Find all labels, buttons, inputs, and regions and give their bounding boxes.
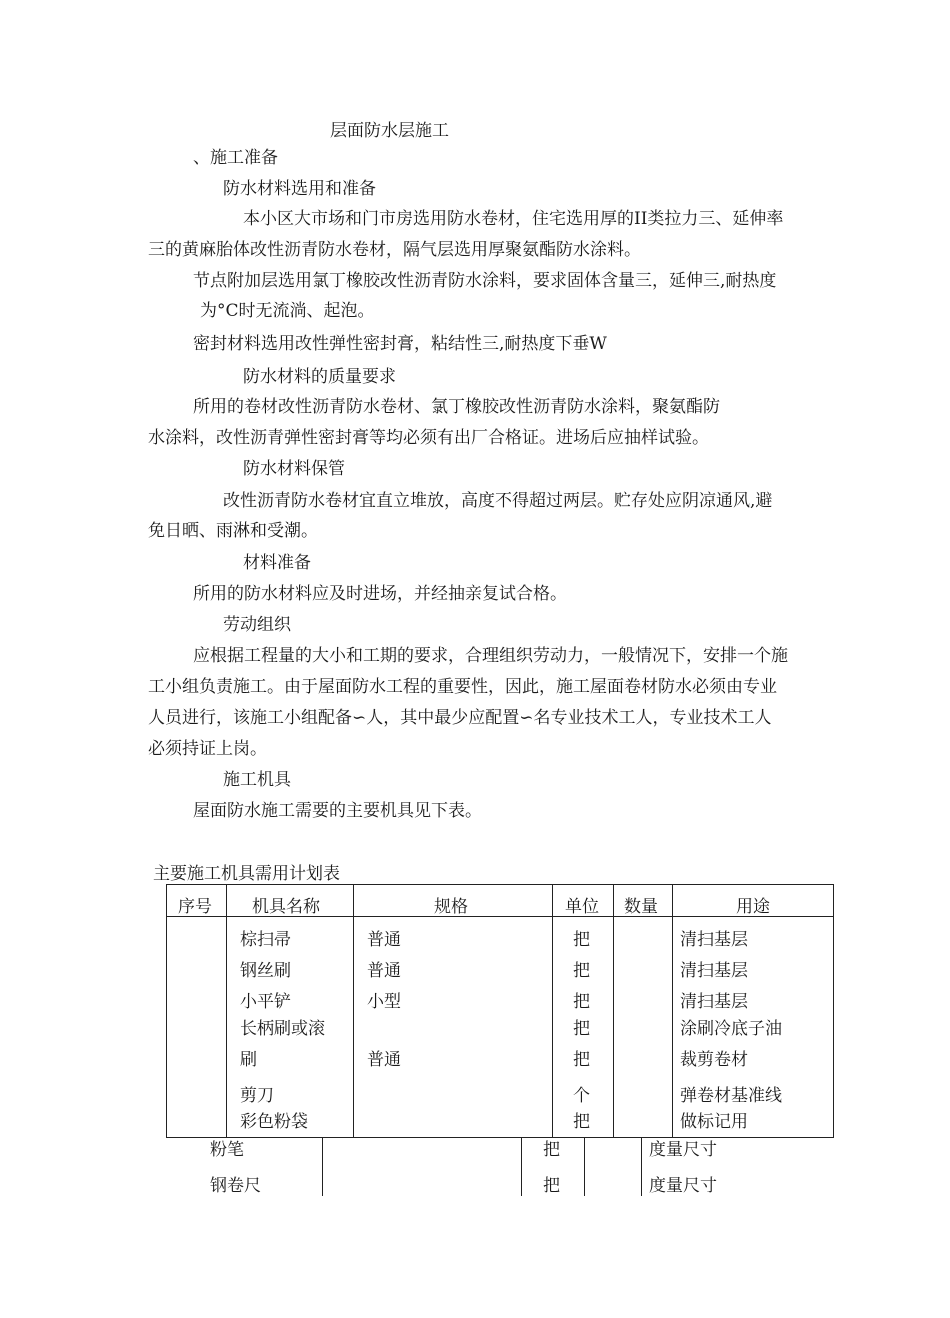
- cell-name: 彩色粉袋: [240, 1112, 308, 1132]
- header-qty: 数量: [624, 897, 658, 917]
- cell-unit: 把: [573, 992, 590, 1012]
- cell-name: 长柄刷或滚: [240, 1019, 325, 1039]
- cell-name: 钢丝刷: [240, 961, 291, 981]
- overflow-col-divider: [641, 1138, 642, 1196]
- header-no: 序号: [178, 897, 212, 917]
- paragraph-line: 必须持证上岗。: [148, 739, 267, 759]
- col-divider: [226, 884, 227, 1138]
- paragraph-line: 免日晒、雨淋和受潮。: [148, 521, 318, 541]
- paragraph-line: 节点附加层选用氯丁橡胶改性沥青防水涂料，要求固体含量三，延伸三,耐热度: [193, 271, 777, 291]
- table-right-border: [833, 884, 834, 1138]
- cell-use: 弹卷材基准线: [680, 1086, 782, 1106]
- paragraph-line: 屋面防水施工需要的主要机具见下表。: [193, 801, 482, 821]
- subsection-heading: 防水材料选用和准备: [223, 179, 376, 199]
- cell-unit: 把: [573, 1112, 590, 1132]
- paragraph-line: 三的黄麻胎体改性沥青防水卷材，隔气层选用厚聚氨酯防水涂料。: [148, 240, 641, 260]
- cell-spec: 普通: [367, 1050, 401, 1070]
- paragraph-line: 改性沥青防水卷材宜直立堆放，高度不得超过两层。贮存处应阴凉通风,避: [223, 491, 773, 511]
- page-title: 层面防水层施工: [330, 121, 449, 141]
- cell-unit: 个: [573, 1086, 590, 1106]
- cell-use: 做标记用: [680, 1112, 748, 1132]
- cell-use: 涂刷冷底子油: [680, 1019, 782, 1039]
- cell-unit: 把: [543, 1176, 560, 1196]
- cell-use: 度量尺寸: [649, 1176, 717, 1196]
- section-heading: 、施工准备: [193, 148, 278, 168]
- paragraph-line: 应根据工程量的大小和工期的要求，合理组织劳动力，一般情况下，安排一个施: [193, 646, 788, 666]
- cell-unit: 把: [543, 1140, 560, 1160]
- header-unit: 单位: [565, 897, 599, 917]
- subsection-heading: 材料准备: [243, 553, 311, 573]
- cell-name: 小平铲: [240, 992, 291, 1012]
- cell-spec: 小型: [367, 992, 401, 1012]
- cell-use: 裁剪卷材: [680, 1050, 748, 1070]
- cell-name: 棕扫帚: [240, 930, 291, 950]
- subsection-heading: 防水材料保管: [243, 459, 345, 479]
- subsection-heading: 劳动组织: [223, 615, 291, 635]
- cell-use: 度量尺寸: [649, 1140, 717, 1160]
- cell-name: 钢卷尺: [210, 1176, 261, 1196]
- cell-spec: 普通: [367, 961, 401, 981]
- cell-use: 清扫基层: [680, 992, 748, 1012]
- col-divider: [353, 884, 354, 1138]
- paragraph-line: 所用的卷材改性沥青防水卷材、氯丁橡胶改性沥青防水涂料，聚氨酯防: [193, 397, 720, 417]
- cell-unit: 把: [573, 961, 590, 981]
- header-name: 机具名称: [252, 897, 320, 917]
- paragraph-line: 工小组负责施工。由于屋面防水工程的重要性，因此，施工屋面卷材防水必须由专业: [148, 677, 777, 697]
- cell-name: 刷: [240, 1050, 257, 1070]
- paragraph-line: 为°C时无流淌、起泡。: [200, 301, 375, 321]
- cell-use: 清扫基层: [680, 961, 748, 981]
- col-divider: [613, 884, 614, 1138]
- cell-unit: 把: [573, 1050, 590, 1070]
- cell-unit: 把: [573, 1019, 590, 1039]
- paragraph-line: 所用的防水材料应及时进场，并经抽亲复试合格。: [193, 584, 567, 604]
- overflow-col-divider: [584, 1138, 585, 1196]
- cell-spec: 普通: [367, 930, 401, 950]
- cell-name: 粉笔: [210, 1140, 244, 1160]
- table-caption: 主要施工机具需用计划表: [153, 864, 340, 884]
- subsection-heading: 防水材料的质量要求: [243, 367, 396, 387]
- header-use: 用途: [736, 897, 770, 917]
- col-divider: [552, 884, 553, 1138]
- header-spec: 规格: [434, 897, 468, 917]
- paragraph-line: 本小区大市场和门市房选用防水卷材，住宅选用厚的II类拉力三、延伸率: [243, 209, 784, 229]
- cell-use: 清扫基层: [680, 930, 748, 950]
- table-bottom-border: [166, 1137, 834, 1138]
- paragraph-line: 人员进行，该施工小组配备∽人，其中最少应配置∽名专业技术工人，专业技术工人: [148, 708, 772, 728]
- overflow-col-divider: [322, 1138, 323, 1196]
- cell-name: 剪刀: [240, 1086, 274, 1106]
- paragraph-line: 密封材料选用改性弹性密封膏，粘结性三,耐热度下垂W: [193, 334, 607, 354]
- cell-unit: 把: [573, 930, 590, 950]
- col-divider: [672, 884, 673, 1138]
- table-top-border: [166, 884, 834, 885]
- overflow-col-divider: [521, 1138, 522, 1196]
- subsection-heading: 施工机具: [223, 770, 291, 790]
- table-left-border: [166, 884, 167, 1138]
- paragraph-line: 水涂料，改性沥青弹性密封膏等均必须有出厂合格证。进场后应抽样试验。: [148, 428, 709, 448]
